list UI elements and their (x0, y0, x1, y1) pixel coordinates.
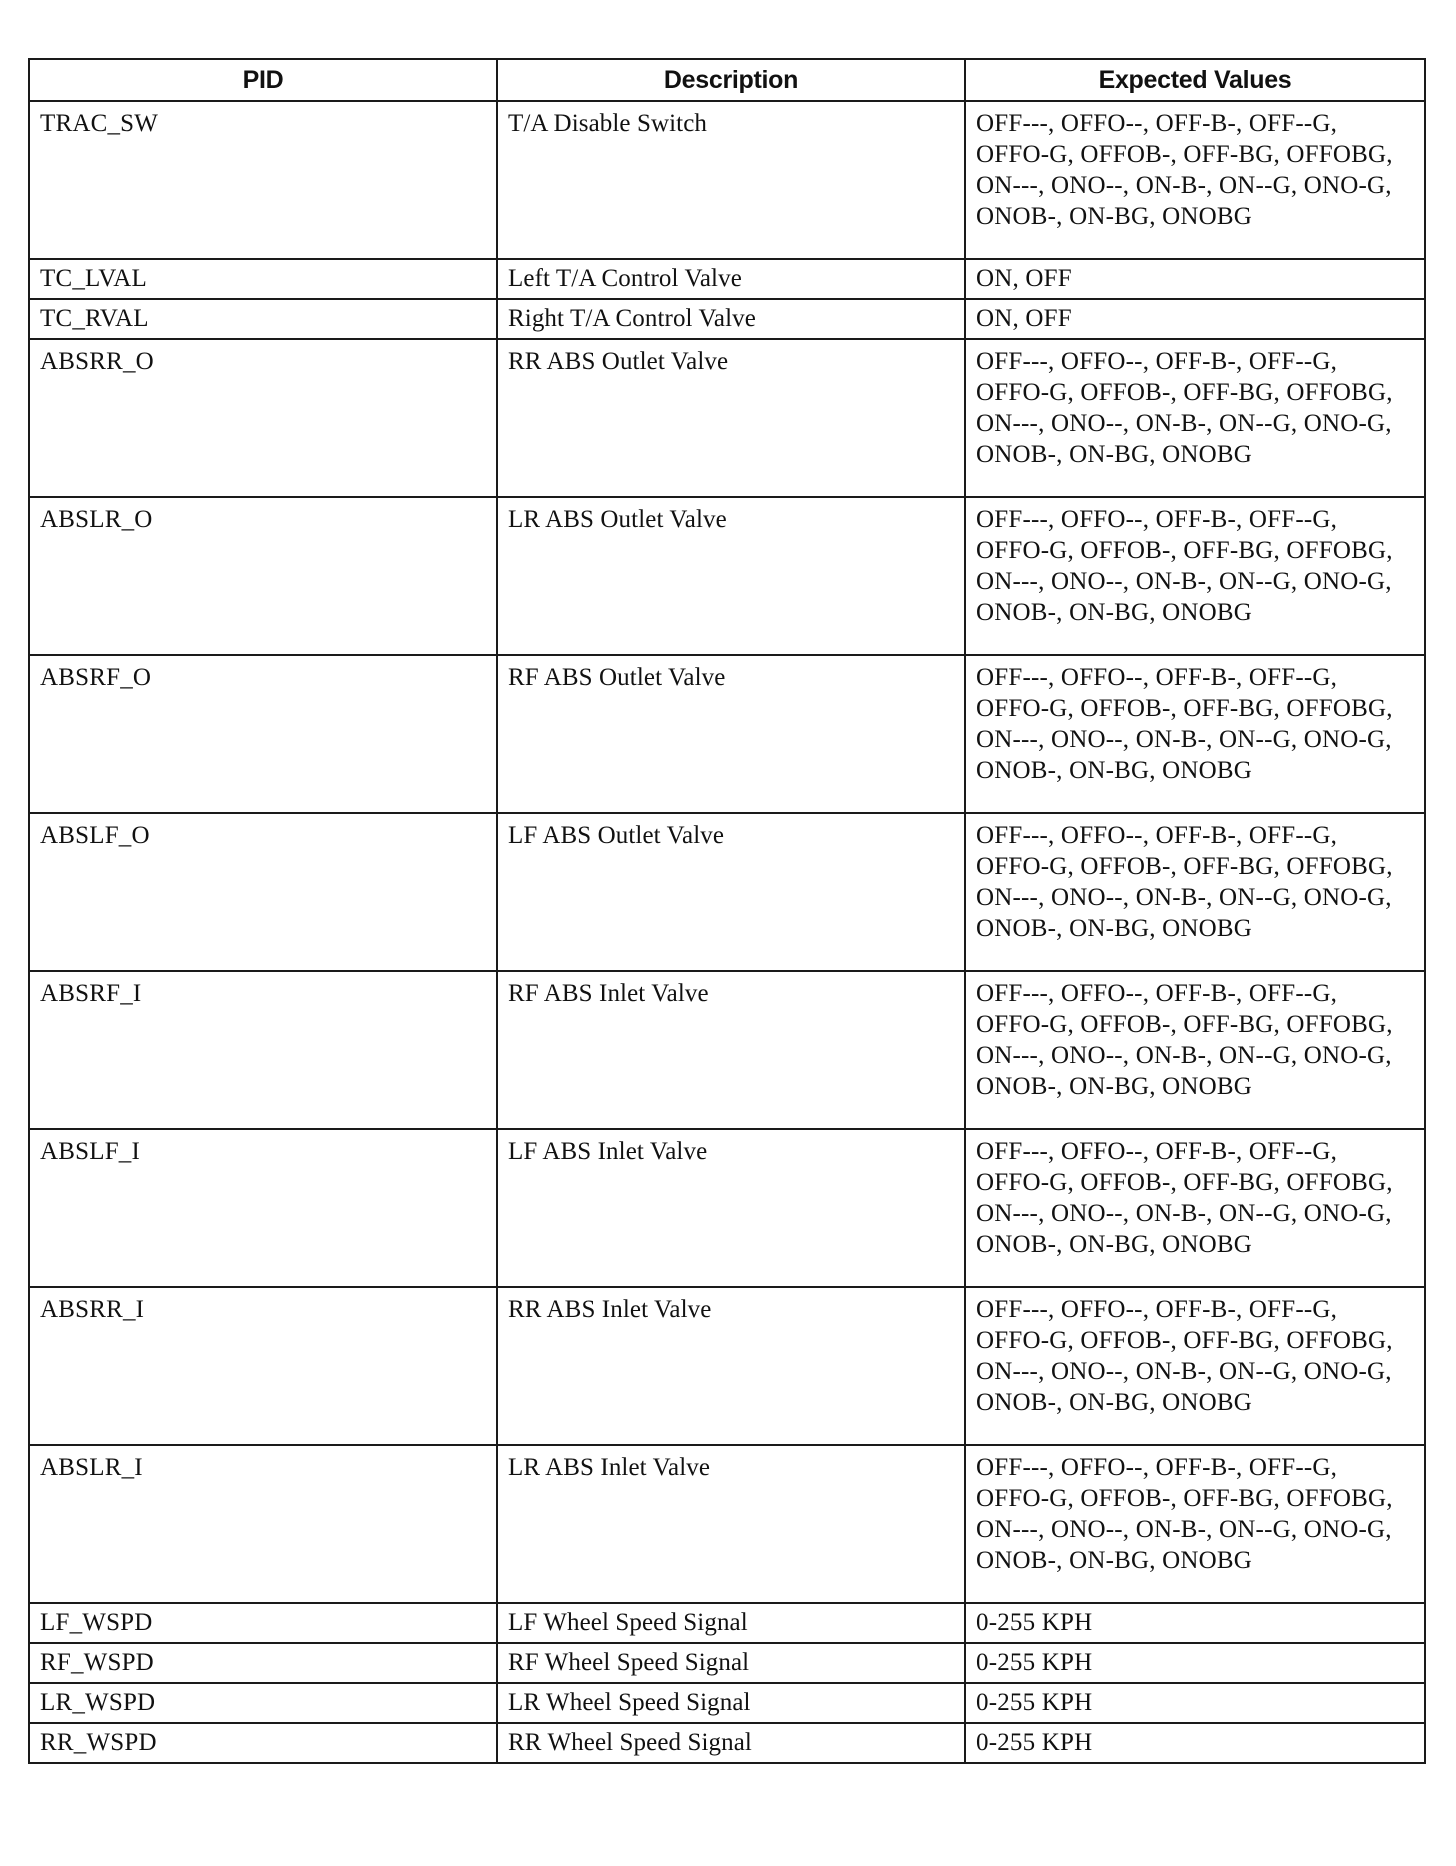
table-row (29, 971, 1425, 1129)
pid-cell (29, 971, 497, 1129)
expected-cell (965, 971, 1425, 1129)
description-cell (497, 1643, 965, 1683)
table-header (29, 59, 1425, 101)
pid-text: RR_WSPD (40, 1729, 157, 1756)
description-cell (497, 1603, 965, 1643)
expected-cell (965, 1287, 1425, 1445)
pid-text: TC_LVAL (40, 265, 147, 292)
pid-text: ABSRR_O (40, 348, 154, 375)
header-row (29, 59, 1425, 101)
expected-text: 0-255 KPH (976, 1649, 1093, 1676)
expected-cell (965, 655, 1425, 813)
description-cell (497, 813, 965, 971)
pid-cell (29, 259, 497, 299)
expected-cell (965, 339, 1425, 497)
pid-cell (29, 299, 497, 339)
table-row (29, 1643, 1425, 1683)
expected-text: 0-255 KPH (976, 1689, 1093, 1716)
pid-cell (29, 1603, 497, 1643)
expected-cell (965, 1723, 1425, 1763)
pid-text: LF_WSPD (40, 1609, 153, 1636)
expected-text: OFF---, OFFO--, OFF-B-, OFF--G, OFFO-G, OFFOB-, OFF-BG, OFFOBG, ON---, ONO--, ON-B-, ON--G, ONO-G, ONOB-, ON-BG, ONOBG (976, 506, 1393, 626)
description-text: RR ABS Inlet Valve (508, 1296, 712, 1323)
description-cell (497, 339, 965, 497)
pid-cell (29, 1287, 497, 1445)
expected-text: OFF---, OFFO--, OFF-B-, OFF--G, OFFO-G, OFFOB-, OFF-BG, OFFOBG, ON---, ONO--, ON-B-, ON--G, ONO-G, ONOB-, ON-BG, ONOBG (976, 980, 1393, 1100)
pid-cell (29, 1723, 497, 1763)
expected-cell (965, 813, 1425, 971)
description-text: LF Wheel Speed Signal (508, 1609, 748, 1636)
pid-cell (29, 813, 497, 971)
pid-cell (29, 1445, 497, 1603)
expected-cell (965, 299, 1425, 339)
pid-text: ABSRF_I (40, 980, 142, 1007)
description-text: RF ABS Inlet Valve (508, 980, 709, 1007)
expected-text: OFF---, OFFO--, OFF-B-, OFF--G, OFFO-G, OFFOB-, OFF-BG, OFFOBG, ON---, ONO--, ON-B-, ON--G, ONO-G, ONOB-, ON-BG, ONOBG (976, 1138, 1393, 1258)
table-row (29, 497, 1425, 655)
description-text: Right T/A Control Valve (508, 305, 756, 332)
expected-text: OFF---, OFFO--, OFF-B-, OFF--G, OFFO-G, OFFOB-, OFF-BG, OFFOBG, ON---, ONO--, ON-B-, ON--G, ONO-G, ONOB-, ON-BG, ONOBG (976, 1296, 1393, 1416)
pid-text: LR_WSPD (40, 1689, 156, 1716)
header-description: Description (497, 59, 965, 101)
pid-text: TRAC_SW (40, 110, 159, 137)
table-body (29, 101, 1425, 1763)
description-cell (497, 1445, 965, 1603)
pid-text: ABSLR_I (40, 1454, 143, 1481)
table-row (29, 1723, 1425, 1763)
table-row (29, 1129, 1425, 1287)
description-text: LR Wheel Speed Signal (508, 1689, 751, 1716)
pid-cell (29, 101, 497, 259)
expected-cell (965, 1129, 1425, 1287)
expected-text: 0-255 KPH (976, 1609, 1093, 1636)
pid-cell (29, 497, 497, 655)
table-row (29, 813, 1425, 971)
pid-text: ABSLR_O (40, 506, 153, 533)
description-cell (497, 259, 965, 299)
expected-text: OFF---, OFFO--, OFF-B-, OFF--G, OFFO-G, OFFOB-, OFF-BG, OFFOBG, ON---, ONO--, ON-B-, ON--G, ONO-G, ONOB-, ON-BG, ONOBG (976, 110, 1393, 230)
pid-cell (29, 1643, 497, 1683)
expected-text: 0-255 KPH (976, 1729, 1093, 1756)
table-row (29, 655, 1425, 813)
description-text: T/A Disable Switch (508, 110, 708, 137)
description-text: RR Wheel Speed Signal (508, 1729, 752, 1756)
pid-cell (29, 339, 497, 497)
expected-cell (965, 1603, 1425, 1643)
description-text: LR ABS Outlet Valve (508, 506, 727, 533)
description-cell (497, 101, 965, 259)
expected-cell (965, 1643, 1425, 1683)
expected-text: OFF---, OFFO--, OFF-B-, OFF--G, OFFO-G, OFFOB-, OFF-BG, OFFOBG, ON---, ONO--, ON-B-, ON--G, ONO-G, ONOB-, ON-BG, ONOBG (976, 664, 1393, 784)
pid-text: ABSRF_O (40, 664, 152, 691)
table-row (29, 1603, 1425, 1643)
expected-text: ON, OFF (976, 265, 1072, 292)
description-cell (497, 1287, 965, 1445)
description-cell (497, 971, 965, 1129)
table-row (29, 299, 1425, 339)
table-row (29, 339, 1425, 497)
pid-cell (29, 1683, 497, 1723)
table-row (29, 1445, 1425, 1603)
expected-cell (965, 1683, 1425, 1723)
expected-text: ON, OFF (976, 305, 1072, 332)
description-text: RF Wheel Speed Signal (508, 1649, 750, 1676)
pid-text: ABSLF_O (40, 822, 150, 849)
description-cell (497, 299, 965, 339)
header-expected-values: Expected Values (965, 59, 1425, 101)
description-cell (497, 1723, 965, 1763)
pid-text: ABSRR_I (40, 1296, 145, 1323)
description-cell (497, 1683, 965, 1723)
description-cell (497, 1129, 965, 1287)
expected-cell (965, 259, 1425, 299)
expected-cell (965, 1445, 1425, 1603)
description-text: LF ABS Inlet Valve (508, 1138, 708, 1165)
description-text: LR ABS Inlet Valve (508, 1454, 711, 1481)
description-text: Left T/A Control Valve (508, 265, 742, 292)
description-text: RF ABS Outlet Valve (508, 664, 726, 691)
expected-text: OFF---, OFFO--, OFF-B-, OFF--G, OFFO-G, OFFOB-, OFF-BG, OFFOBG, ON---, ONO--, ON-B-, ON--G, ONO-G, ONOB-, ON-BG, ONOBG (976, 822, 1393, 942)
description-cell (497, 497, 965, 655)
table-row (29, 259, 1425, 299)
table-row (29, 101, 1425, 259)
expected-cell (965, 101, 1425, 259)
expected-text: OFF---, OFFO--, OFF-B-, OFF--G, OFFO-G, OFFOB-, OFF-BG, OFFOBG, ON---, ONO--, ON-B-, ON--G, ONO-G, ONOB-, ON-BG, ONOBG (976, 348, 1393, 468)
expected-text: OFF---, OFFO--, OFF-B-, OFF--G, OFFO-G, OFFOB-, OFF-BG, OFFOBG, ON---, ONO--, ON-B-, ON--G, ONO-G, ONOB-, ON-BG, ONOBG (976, 1454, 1393, 1574)
table-row (29, 1683, 1425, 1723)
expected-cell (965, 497, 1425, 655)
pid-text: RF_WSPD (40, 1649, 154, 1676)
pid-cell (29, 1129, 497, 1287)
header-pid: PID (29, 59, 497, 101)
pid-text: TC_RVAL (40, 305, 149, 332)
description-cell (497, 655, 965, 813)
pid-cell (29, 655, 497, 813)
pid-text: ABSLF_I (40, 1138, 141, 1165)
pid-table (28, 58, 1426, 1764)
description-text: LF ABS Outlet Valve (508, 822, 725, 849)
description-text: RR ABS Outlet Valve (508, 348, 729, 375)
table-row (29, 1287, 1425, 1445)
